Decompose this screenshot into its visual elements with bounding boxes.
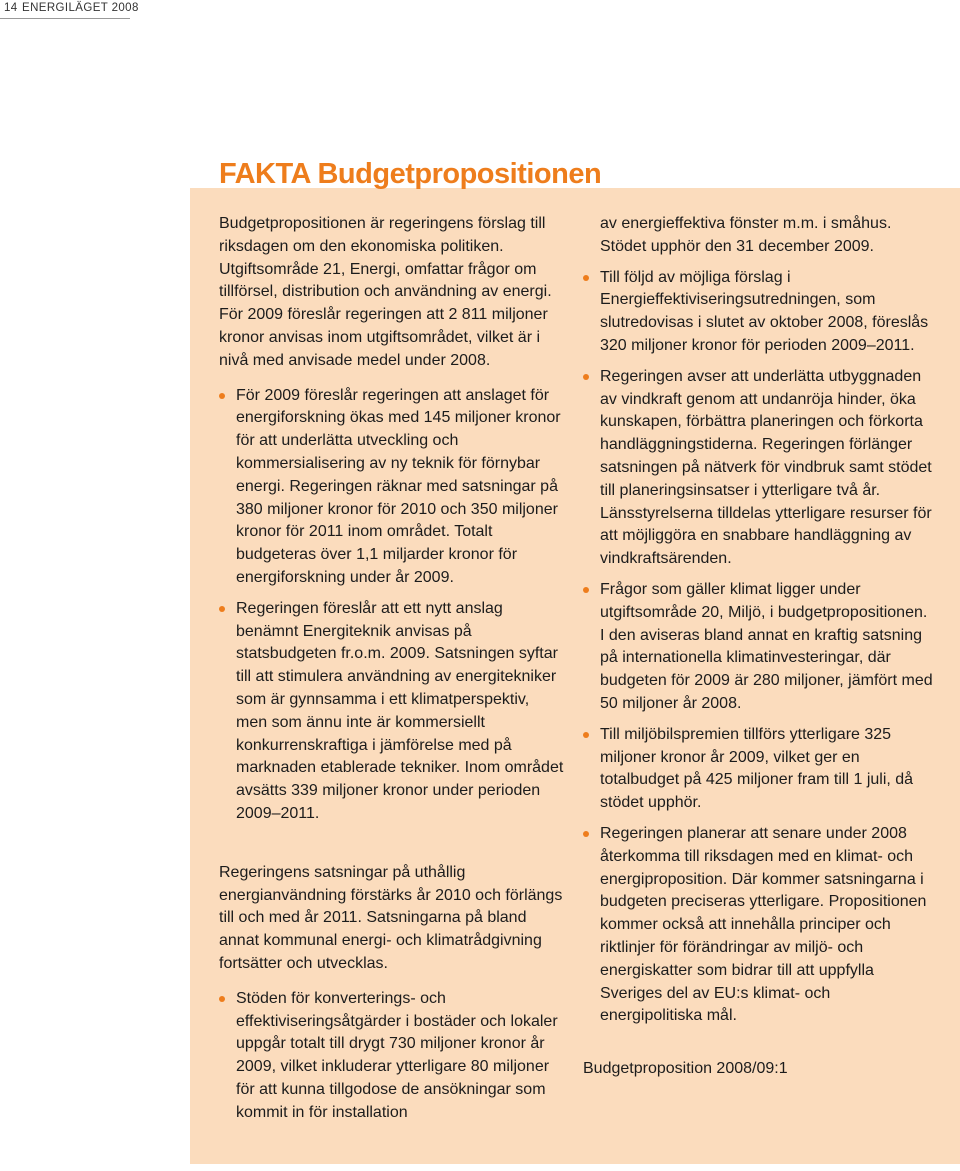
- bullet-icon: [219, 393, 225, 399]
- fact-box-title: FAKTA Budgetpropositionen: [219, 158, 602, 190]
- intro-paragraph: Budgetpropositionen är regeringens förslag till riksdagen om den ekonomiska politiken. Utgiftsområde 21, Energi, omfattar frågor om tillförsel, distribution och användning av energi. För 2009 föreslår regeringen att 2 811 miljoner kronor anvisas inom utgiftsområdet, vilket är i nivå med anvisade medel under 2008.: [219, 215, 552, 369]
- continued-text: av energieffektiva fönster m.m. i småhus. Stödet upphör den 31 december 2009.: [600, 215, 892, 255]
- bullet-icon: [583, 587, 589, 593]
- list-item-text: Stöden för konverterings- och effektiviseringsåtgärder i bostäder och lokaler uppgår totalt till drygt 730 miljoner kronor år 2009, vilket inkluderar ytterligare 80 miljoner för att kunna tillgodose de ansökningar som kommit in för installation: [236, 989, 558, 1121]
- list-item-text: Regeringen avser att underlätta utbyggnaden av vindkraft genom att undanröja hinder, öka kunskapen, förbättra planeringen och förkorta handläggningstiderna. Regeringen förlänger satsningen på nätverk för vindbruk samt stödet till planeringsinsatser i ytterligare två år. Länsstyrelserna tilldelas ytterligare resurser för att möjliggöra en snabbare handläggning av vindkraftsärenden.: [600, 367, 932, 568]
- list-item: [583, 579, 933, 716]
- left-column: [219, 213, 564, 1124]
- bullet-icon: [219, 606, 225, 612]
- list-item-text: Regeringen föreslår att ett nytt anslag benämnt Energiteknik anvisas på statsbudgeten fr.o.m. 2009. Satsningen syftar till att stimulera användning av energitekniker som är gynnsamma i ett klimatperspektiv, men som ännu inte är kommersiellt konkurrenskraftiga i jämförelse med på marknaden etablerade tekniker. Inom området avsätts 339 miljoner kronor under perioden 2009–2011.: [236, 599, 564, 822]
- list-item: [583, 267, 933, 358]
- page-header: [0, 0, 960, 18]
- header-rule: [0, 18, 130, 19]
- list-item-text: Till miljöbilspremien tillförs ytterligare 325 miljoner kronor år 2009, vilket ger en totalbudget på 425 miljoner fram till 1 juli, då stödet upphör.: [600, 725, 914, 812]
- bullet-icon: [219, 996, 225, 1002]
- list-item: [583, 724, 933, 815]
- body-paragraph: Regeringens satsningar på uthållig energianvändning förstärks år 2010 och förlängs till och med år 2011. Satsningarna på bland annat kommunal energi- och klimatrådgivning fortsätter och utvecklas.: [219, 863, 563, 972]
- list-item: [219, 385, 564, 590]
- bullet-icon: [583, 831, 589, 837]
- bullet-icon: [583, 732, 589, 738]
- list-item-text: Till följd av möjliga förslag i Energieffektiviseringsutredningen, som slutredovisas i slutet av oktober 2008, föreslås 320 miljoner kronor för perioden 2009–2011.: [600, 268, 929, 354]
- list-item-text: Frågor som gäller klimat ligger under utgiftsområde 20, Miljö, i budgetpropositionen. I den aviseras bland annat en kraftig satsning på internationella klimatinvesteringar, där budgeten för 2009 är 280 miljoner, jämfört med 50 miljoner år 2008.: [600, 580, 933, 712]
- page-number: 14: [4, 2, 18, 14]
- right-column: [583, 213, 933, 1081]
- source-reference: Budgetproposition 2008/09:1: [583, 1060, 788, 1078]
- bullet-icon: [583, 275, 589, 281]
- list-item: [583, 823, 933, 1028]
- list-item: [219, 598, 564, 826]
- list-item-text: För 2009 föreslår regeringen att anslaget för energiforskning ökas med 145 miljoner kronor för att underlätta utveckling och kommersialisering av ny teknik för förnybar energi. Regeringen räknar med satsningar på 380 miljoner kronor för 2010 och 350 miljoner kronor för 2011 inom området. Totalt budgeteras över 1,1 miljarder kronor för energiforskning under år 2009.: [236, 386, 561, 586]
- section-title: ENERGILÄGET 2008: [22, 2, 139, 14]
- list-item: [219, 988, 564, 1125]
- list-item-text: Regeringen planerar att senare under 2008 återkomma till riksdagen med en klimat- och energiproposition. Där kommer satsningarna i budgeten preciseras ytterligare. Propositionen kommer också att innehålla principer och riktlinjer för förändringar av miljö- och energiskatter som bidrar till att uppfylla Sveriges del av EU:s klimat- och energipolitiska mål.: [600, 824, 927, 1025]
- bullet-icon: [583, 374, 589, 380]
- list-item: [583, 366, 933, 571]
